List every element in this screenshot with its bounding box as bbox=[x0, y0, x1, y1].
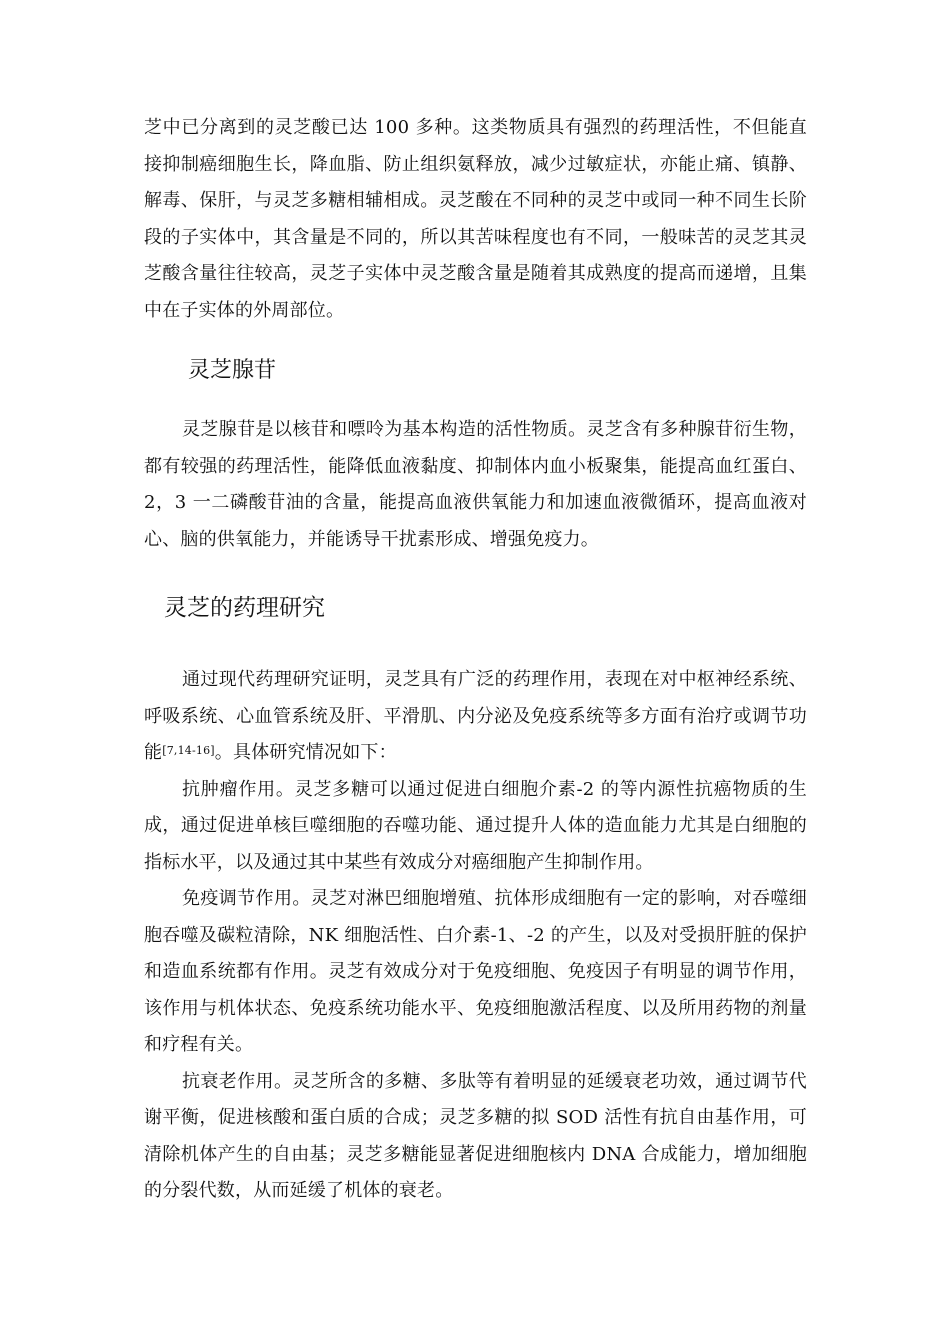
intro-section bbox=[144, 110, 807, 329]
pharmacology-intro-paragraph bbox=[144, 662, 807, 772]
citation-reference: [7,14-16] bbox=[162, 744, 215, 757]
pharmacology-intro-text: 通过现代药理研究证明，灵芝具有广泛的药理作用，表现在对中枢神经系统、呼吸系统、心血管系统及肝、平滑肌、内分泌及免疫系统等多方面有治疗或调节功能 bbox=[144, 669, 807, 763]
immune-regulation-paragraph: 免疫调节作用。灵芝对淋巴细胞增殖、抗体形成细胞有一定的影响，对吞噬细胞吞噬及碳粒清除，NK 细胞活性、白介素-1、-2 的产生，以及对受损肝脏的保护和造血系统都有作用。灵芝有效成分对于免疫细胞、免疫因子有明显的调节作用，该作用与机体状态、免疫系统功能水平、免疫细胞激活程度、以及所用药物的剂量和疗程有关。 bbox=[144, 888, 807, 1055]
anti-aging-paragraph: 抗衰老作用。灵芝所含的多糖、多肽等有着明显的延缓衰老功效，通过调节代谢平衡，促进核酸和蛋白质的合成；灵芝多糖的拟 SOD 活性有抗自由基作用，可清除机体产生的自由基；灵芝多糖能显著促进细胞核内 DNA 合成能力，增加细胞的分裂代数，从而延缓了机体的衰老。 bbox=[144, 1070, 807, 1201]
adenosine-paragraph: 灵芝腺苷是以核苷和嘌呤为基本构造的活性物质。灵芝含有多种腺苷衍生物，都有较强的药理活性，能降低血液黏度、抑制体内血小板聚集，能提高血红蛋白、2，3 一二磷酸苷油的含量，能提高血液供氧能力和加速血液微循环，提高血液对心、脑的供氧能力，并能诱导干扰素形成、增强免疫力。 bbox=[144, 419, 807, 550]
ganoderic-acid-paragraph: 芝中已分离到的灵芝酸已达 100 多种。这类物质具有强烈的药理活性，不但能直接抑制癌细胞生长，降血脂、防止组织氨释放，减少过敏症状，亦能止痛、镇静、解毒、保肝，与灵芝多糖相辅相成。灵芝酸在不同种的灵芝中或同一种不同生长阶段的子实体中，其含量是不同的，所以其苦味程度也有不同，一般味苦的灵芝其灵芝酸含量往往较高，灵芝子实体中灵芝酸含量是随着其成熟度的提高而递增，且集中在子实体的外周部位。 bbox=[144, 117, 807, 321]
adenosine-section bbox=[144, 412, 807, 558]
pharmacology-intro-tail: 。具体研究情况如下： bbox=[214, 742, 397, 763]
antitumor-paragraph: 抗肿瘤作用。灵芝多糖可以通过促进白细胞介素-2 的等内源性抗癌物质的生成，通过促进单核巨噬细胞的吞噬功能、通过提升人体的造血能力尤其是白细胞的指标水平，以及通过其中某些有效成分对癌细胞产生抑制作用。 bbox=[144, 778, 807, 873]
pharmacology-section bbox=[144, 662, 807, 1210]
pharmacology-heading: 灵芝的药理研究 bbox=[164, 595, 325, 621]
adenosine-heading: 灵芝腺苷 bbox=[188, 358, 277, 383]
